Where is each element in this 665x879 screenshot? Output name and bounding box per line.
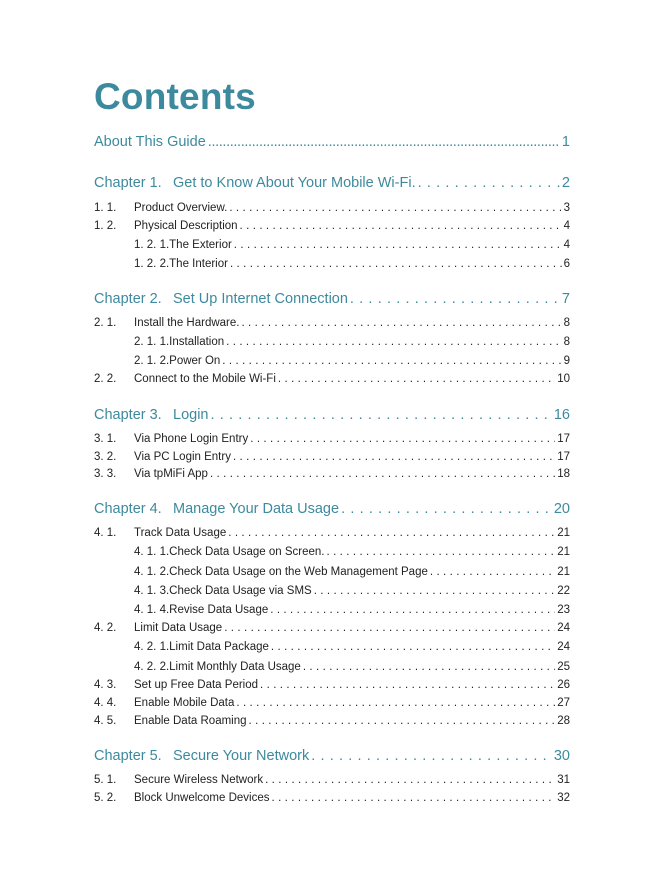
- section-number: 2. 1.: [94, 317, 117, 329]
- toc-page-number: 23: [557, 604, 570, 616]
- toc-subsection-2-1-1[interactable]: [134, 336, 570, 350]
- section-title: Set up Free Data Period: [134, 679, 259, 691]
- section-number: 3. 3.: [94, 468, 117, 480]
- section-number: 1. 1.: [94, 202, 117, 214]
- toc-section-4-3[interactable]: [94, 679, 570, 693]
- section-title: Track Data Usage: [134, 527, 227, 539]
- section-title: Limit Data Usage: [134, 622, 223, 634]
- dot-leader: [272, 792, 556, 806]
- toc-section-4-2[interactable]: [94, 622, 570, 636]
- toc-page-number: 9: [563, 355, 570, 367]
- dot-leader: [228, 527, 555, 541]
- toc-page-number: 25: [557, 661, 570, 673]
- chapter-number: Chapter 3.: [94, 407, 162, 423]
- subsection-title: 4. 2. 2.Limit Monthly Data Usage: [134, 661, 301, 673]
- subsection-title: 4. 1. 1.Check Data Usage on Screen.: [134, 546, 325, 558]
- toc-section-2-2[interactable]: [94, 373, 570, 387]
- toc-page-number: 21: [557, 546, 570, 558]
- page-title: Contents: [94, 76, 256, 117]
- section-number: 5. 2.: [94, 792, 117, 804]
- section-title: Install the Hardware.: [134, 317, 240, 329]
- subsection-title: 2. 1. 1.Installation: [134, 336, 225, 348]
- section-title: Block Unwelcome Devices: [134, 792, 270, 804]
- section-title: Via Phone Login Entry: [134, 433, 249, 445]
- toc-page-number: 6: [563, 258, 570, 270]
- dot-leader: [260, 679, 555, 693]
- toc-page-number: 1: [561, 134, 570, 150]
- toc-subsection-4-1-4[interactable]: [134, 604, 570, 618]
- toc-subsection-4-1-3[interactable]: [134, 585, 570, 599]
- dot-leader: [314, 585, 556, 599]
- dot-leader: [265, 774, 555, 788]
- chapter-title: Manage Your Data Usage: [173, 501, 340, 517]
- toc-page-number: 16: [553, 407, 570, 423]
- dot-leader: [210, 407, 551, 424]
- section-title: Via PC Login Entry: [134, 451, 231, 463]
- toc-subsection-1-2-2[interactable]: [134, 258, 570, 272]
- toc-section-5-2[interactable]: [94, 792, 570, 806]
- section-title: Connect to the Mobile Wi-Fi: [134, 373, 276, 385]
- toc-subsection-1-2-1[interactable]: [134, 239, 570, 253]
- dot-leader: [236, 697, 555, 711]
- dot-leader: [210, 468, 555, 482]
- toc-subsection-4-1-2[interactable]: [134, 566, 570, 580]
- dot-leader: [229, 202, 561, 216]
- toc-chapter-4[interactable]: [94, 501, 570, 518]
- toc-subsection-2-1-2[interactable]: [134, 355, 570, 369]
- section-number: 3. 1.: [94, 433, 117, 445]
- dot-leader: [226, 336, 561, 350]
- subsection-title: 4. 2. 1.Limit Data Package: [134, 641, 269, 653]
- toc-section-3-1[interactable]: [94, 433, 570, 447]
- toc-section-4-5[interactable]: [94, 715, 570, 729]
- dot-leader: [240, 220, 562, 234]
- toc-page-number: 17: [557, 433, 570, 445]
- toc-page-number: 24: [557, 641, 570, 653]
- chapter-number: Chapter 5.: [94, 748, 162, 764]
- toc-section-4-1[interactable]: [94, 527, 570, 541]
- chapter-number: Chapter 1.: [94, 175, 162, 191]
- toc-page-number: 28: [557, 715, 570, 727]
- dot-leader: [233, 451, 555, 465]
- toc-subsection-4-1-1[interactable]: [134, 546, 570, 560]
- toc-page-number: 21: [557, 566, 570, 578]
- subsection-title: 1. 2. 1.The Exterior: [134, 239, 232, 251]
- dot-leader: [418, 175, 560, 192]
- dot-leader: [270, 604, 555, 618]
- dot-leader: [311, 748, 552, 765]
- toc-section-3-2[interactable]: [94, 451, 570, 465]
- toc-page-number: 32: [557, 792, 570, 804]
- subsection-title: 1. 2. 2.The Interior: [134, 258, 228, 270]
- toc-entry-about[interactable]: [94, 134, 570, 151]
- subsection-title: 4. 1. 4.Revise Data Usage: [134, 604, 269, 616]
- subsection-title: 4. 1. 2.Check Data Usage on the Web Management Page: [134, 566, 428, 578]
- chapter-title: Get to Know About Your Mobile Wi-Fi.: [173, 175, 416, 191]
- toc-section-3-3[interactable]: [94, 468, 570, 482]
- dot-leader: [230, 258, 562, 272]
- toc-entry-label: About This Guide: [94, 134, 206, 150]
- section-number: 4. 2.: [94, 622, 117, 634]
- dot-leader: [208, 134, 560, 151]
- toc-page-number: 22: [557, 585, 570, 597]
- section-title: Product Overview.: [134, 202, 228, 214]
- toc-chapter-1[interactable]: [94, 175, 570, 192]
- dot-leader: [234, 239, 562, 253]
- toc-page-number: 20: [553, 501, 570, 517]
- dot-leader: [222, 355, 561, 369]
- toc-page-number: 8: [563, 336, 570, 348]
- dot-leader: [278, 373, 555, 387]
- chapter-number: Chapter 2.: [94, 291, 162, 307]
- section-title: Secure Wireless Network: [134, 774, 264, 786]
- section-title: Enable Mobile Data: [134, 697, 235, 709]
- toc-page-number: 27: [557, 697, 570, 709]
- section-number: 4. 3.: [94, 679, 117, 691]
- section-number: 4. 5.: [94, 715, 117, 727]
- toc-page-number: 10: [557, 373, 570, 385]
- dot-leader: [303, 661, 555, 675]
- toc-section-4-4[interactable]: [94, 697, 570, 711]
- toc-section-2-1[interactable]: [94, 317, 570, 331]
- toc-page-number: 26: [557, 679, 570, 691]
- toc-page-number: 30: [553, 748, 570, 764]
- toc-page-number: 2: [561, 175, 570, 191]
- toc-page-number: 21: [557, 527, 570, 539]
- toc-page-number: 18: [557, 468, 570, 480]
- chapter-title: Secure Your Network: [173, 748, 310, 764]
- dot-leader: [249, 715, 556, 729]
- dot-leader: [224, 622, 555, 636]
- toc-section-1-1[interactable]: [94, 202, 570, 216]
- chapter-number: Chapter 4.: [94, 501, 162, 517]
- section-number: 5. 1.: [94, 774, 117, 786]
- toc-page-number: 24: [557, 622, 570, 634]
- toc-chapter-3[interactable]: [94, 407, 570, 424]
- toc-subsection-4-2-1[interactable]: [134, 641, 570, 655]
- dot-leader: [271, 641, 555, 655]
- toc-section-1-2[interactable]: [94, 220, 570, 234]
- dot-leader: [350, 291, 560, 308]
- dot-leader: [250, 433, 555, 447]
- toc-page-number: 3: [563, 202, 570, 214]
- toc-page-number: 4: [563, 220, 570, 232]
- toc-section-5-1[interactable]: [94, 774, 570, 788]
- toc-chapter-2[interactable]: [94, 291, 570, 308]
- section-title: Via tpMiFi App: [134, 468, 208, 480]
- section-number: 4. 4.: [94, 697, 117, 709]
- toc-chapter-5[interactable]: [94, 748, 570, 765]
- dot-leader: [327, 546, 556, 560]
- dot-leader: [241, 317, 561, 331]
- toc-subsection-4-2-2[interactable]: [134, 661, 570, 675]
- toc-page-number: 4: [563, 239, 570, 251]
- section-number: 3. 2.: [94, 451, 117, 463]
- section-title: Enable Data Roaming: [134, 715, 247, 727]
- toc-page-number: 8: [563, 317, 570, 329]
- chapter-title: Login: [173, 407, 209, 423]
- toc-page-number: 17: [557, 451, 570, 463]
- section-number: 2. 2.: [94, 373, 117, 385]
- dot-leader: [341, 501, 552, 518]
- section-number: 1. 2.: [94, 220, 117, 232]
- section-number: 4. 1.: [94, 527, 117, 539]
- subsection-title: 2. 1. 2.Power On: [134, 355, 221, 367]
- section-title: Physical Description: [134, 220, 238, 232]
- subsection-title: 4. 1. 3.Check Data Usage via SMS: [134, 585, 312, 597]
- toc-page-number: 7: [561, 291, 570, 307]
- chapter-title: Set Up Internet Connection: [173, 291, 348, 307]
- dot-leader: [430, 566, 555, 580]
- toc-page-number: 31: [557, 774, 570, 786]
